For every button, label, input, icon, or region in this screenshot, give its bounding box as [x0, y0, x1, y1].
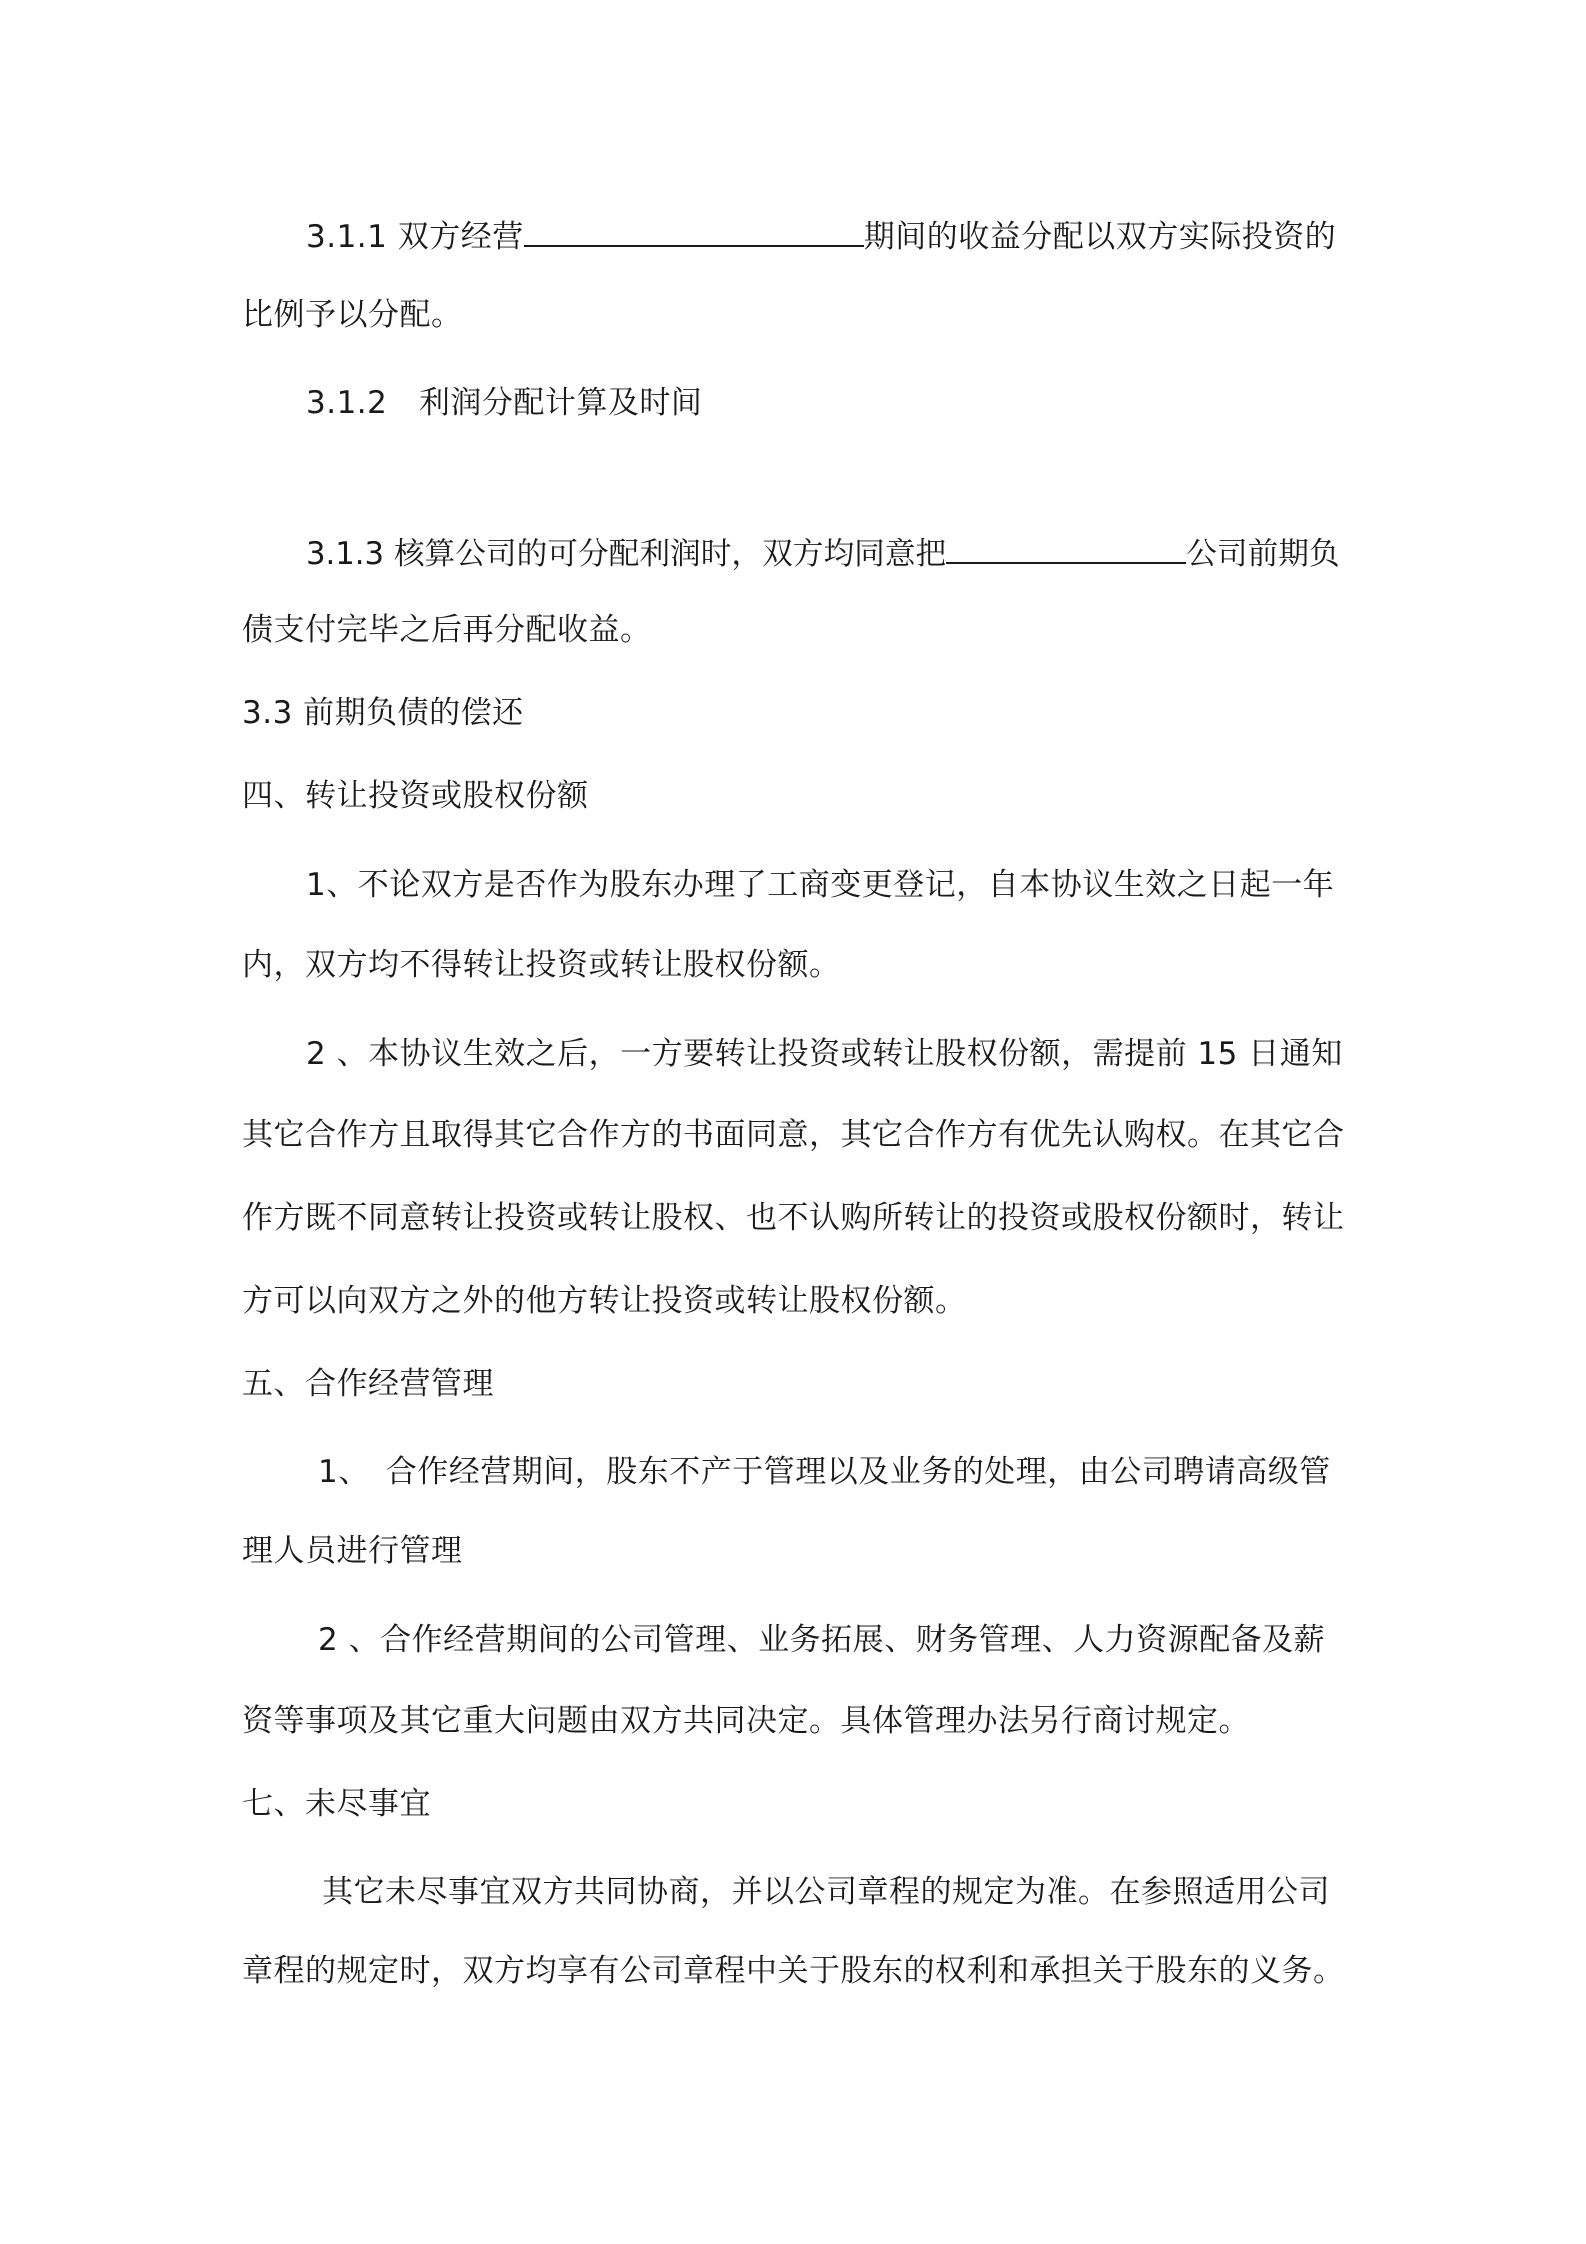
clause-3-1-1-text-end: 期间的收益分配以双方实际投资的 — [863, 219, 1337, 255]
clause-3-1-1-text-start: 3.1.1 双方经营 — [306, 219, 524, 255]
heading-section-4: 四、转让投资或股权份额 — [242, 778, 589, 814]
section-5-item-1-line-1: 1、 合作经营期间，股东不产于管理以及业务的处理，由公司聘请高级管 — [318, 1454, 1331, 1490]
heading-section-7: 七、未尽事宜 — [242, 1786, 431, 1822]
clause-3-1-3-text-start: 3.1.3 核算公司的可分配利润时，双方均同意把 — [306, 537, 947, 572]
section-4-item-2-line-4: 方可以向双方之外的他方转让投资或转让股权份额。 — [242, 1283, 967, 1319]
clause-3-1-1-line-2: 比例予以分配。 — [242, 297, 463, 333]
section-4-item-1-line-2: 内，双方均不得转让投资或转让股权份额。 — [242, 947, 841, 983]
section-5-item-2-line-2: 资等事项及其它重大问题由双方共同决定。具体管理办法另行商讨规定。 — [242, 1703, 1250, 1739]
clause-3-1-3-line-1 — [306, 532, 1340, 575]
section-4-item-2-line-3: 作方既不同意转让投资或转让股权、也不认购所转让的投资或股权份额时，转让 — [242, 1200, 1345, 1236]
clause-3-1-3-blank[interactable] — [946, 532, 1186, 564]
section-7-line-1: 其它未尽事宜双方共同协商，并以公司章程的规定为准。在参照适用公司 — [322, 1874, 1330, 1910]
section-4-item-2-line-2: 其它合作方且取得其它合作方的书面同意，其它合作方有优先认购权。在其它合 — [242, 1117, 1345, 1153]
clause-3-1-3-line-2: 债支付完毕之后再分配收益。 — [242, 612, 652, 648]
section-7-line-2: 章程的规定时，双方均享有公司章程中关于股东的权利和承担关于股东的义务。 — [242, 1953, 1345, 1989]
heading-section-5: 五、合作经营管理 — [242, 1366, 494, 1402]
section-5-item-1-line-2: 理人员进行管理 — [242, 1533, 463, 1569]
clause-3-1-3-text-end: 公司前期负 — [1186, 537, 1340, 572]
heading-3-3: 3.3 前期负债的偿还 — [242, 695, 524, 731]
section-5-item-2-line-1: 2 、合作经营期间的公司管理、业务拓展、财务管理、人力资源配备及薪 — [318, 1622, 1326, 1658]
clause-3-1-2: 3.1.2 利润分配计算及时间 — [306, 385, 703, 421]
clause-3-1-1-blank[interactable] — [524, 215, 864, 247]
section-4-item-2-line-1: 2 、本协议生效之后，一方要转让投资或转让股权份额，需提前 15 日通知 — [306, 1036, 1343, 1072]
section-4-item-1-line-1: 1、不论双方是否作为股东办理了工商变更登记，自本协议生效之日起一年 — [306, 867, 1335, 903]
clause-3-1-1-line-1 — [306, 215, 1336, 257]
